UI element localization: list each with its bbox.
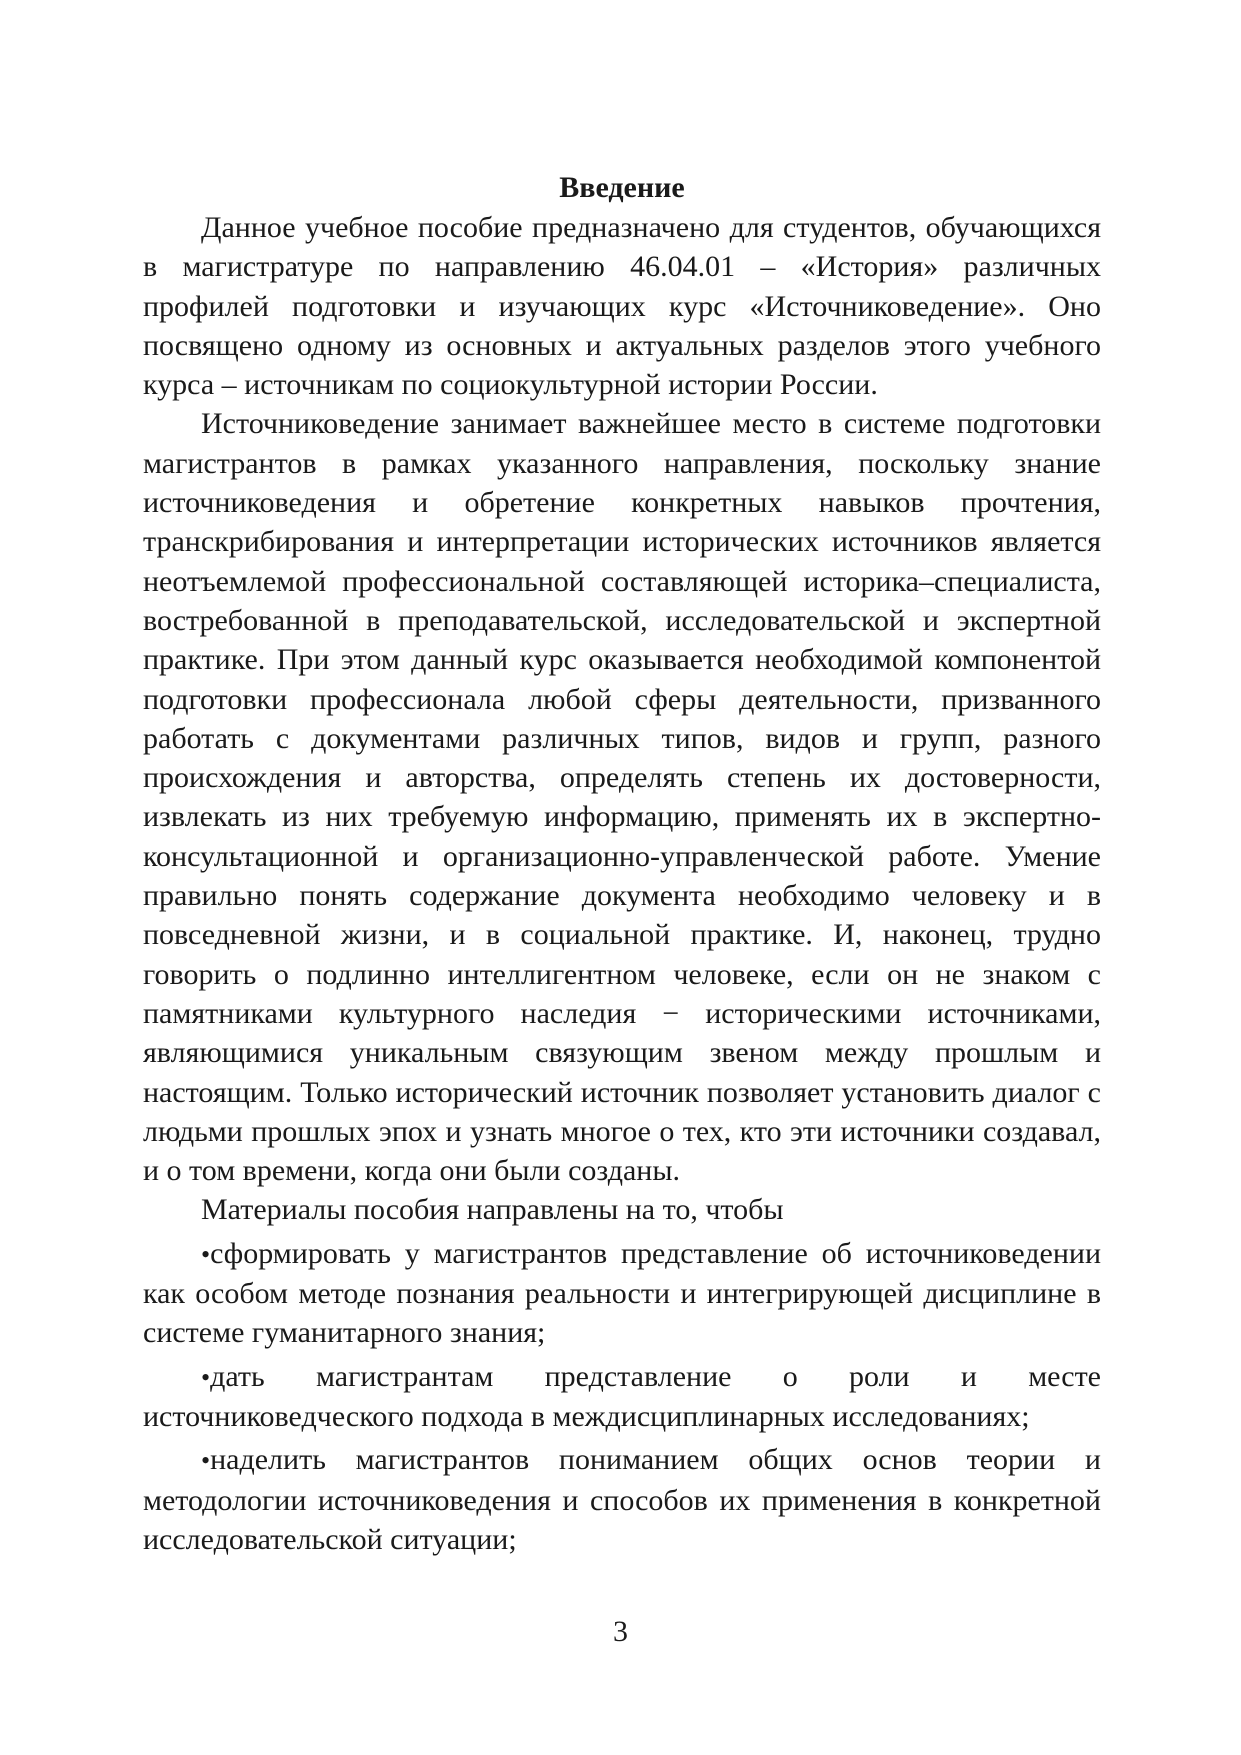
section-title: Введение <box>559 171 685 204</box>
bullet-item <box>143 1357 1101 1437</box>
page-number: 3 <box>613 1615 628 1648</box>
bullet-text: сформировать у магистрантов представление об источниковедении как особом методе познания реальности и интегрирующей дисциплине в системе гуманитарного знания; <box>143 1236 1101 1350</box>
bullet-icon: • <box>201 1446 211 1476</box>
bullet-icon: • <box>201 1239 211 1269</box>
bullet-text: дать магистрантам представление о роли и месте источниковедческого подхода в междисциплинарных исследованиях; <box>143 1359 1101 1433</box>
bullet-icon: • <box>201 1362 211 1392</box>
page-content <box>143 168 1101 1559</box>
paragraph-goals-lead: Материалы пособия направлены на то, чтобы <box>201 1193 784 1227</box>
bullet-text: наделить магистрантов пониманием общих основ теории и методологии источниковедения и способов их применения в конкретной исследовательской ситуации; <box>143 1443 1101 1556</box>
paragraph-intro: Данное учебное пособие предназначено для студентов, обучающихся в магистратуре по направлению 46.04.01 – «История» различных профилей подготовки и изучающих курс «Источниковедение». Оно посвящено одному из основных и актуальных разделов этого учебного курса – источникам по социокультурной истории России. <box>143 211 1101 402</box>
bullet-item <box>143 1234 1101 1353</box>
paragraph-importance: Источниковедение занимает важнейшее место в системе подготовки магистрантов в рамках указанного направления, поскольку знание источниковедения и обретение конкретных навыков прочтения, транскрибирования и интерпретации исторических источников является неотъемлемой профессиональной составляющей историка–специалиста, востребованной в преподавательской, исследовательской и экспертной практике. При этом данный курс оказывается необходимой компонентой подготовки профессионала любой сферы деятельности, призванного работать с документами различных типов, видов и групп, разного происхождения и авторства, определять степень их достоверности, извлекать из них требуемую информацию, применять их в экспертно-консультационной и организационно-управленческой работе. Умение правильно понять содержание документа необходимо человеку и в повседневной жизни, и в социальной практике. И, наконец, трудно говорить о подлинно интеллигентном человеке, если он не знаком с памятниками культурного наследия − историческими источниками, являющимися уникальным связующим звеном между прошлым и настоящим. Только исторический источник позволяет установить диалог с людьми прошлых эпох и узнать многое о тех, кто эти источники создавал, и о том времени, когда они были созданы. <box>143 407 1101 1188</box>
bullet-item <box>143 1440 1101 1559</box>
